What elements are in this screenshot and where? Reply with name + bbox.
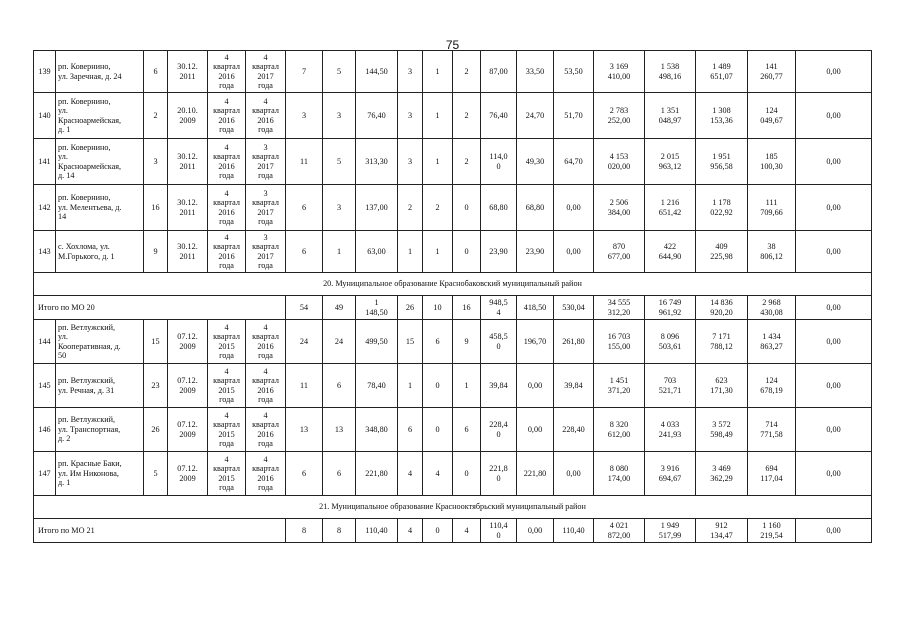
table-cell: 30.12. 2011 bbox=[168, 51, 208, 93]
total-cell: 948,5 4 bbox=[481, 296, 517, 320]
section-header-row bbox=[34, 273, 872, 296]
table-cell: 6 bbox=[286, 185, 323, 231]
table-cell: 703 521,71 bbox=[645, 364, 696, 408]
table-cell: 23,90 bbox=[517, 231, 554, 273]
total-cell: 530,04 bbox=[554, 296, 594, 320]
table-cell: 1 434 863,27 bbox=[748, 320, 796, 364]
table-cell: 4 033 241,93 bbox=[645, 408, 696, 452]
table-cell: 07.12. 2009 bbox=[168, 452, 208, 496]
table-cell: 49,30 bbox=[517, 139, 554, 185]
table-cell: 26 bbox=[144, 408, 168, 452]
table-cell: 0,00 bbox=[517, 408, 554, 452]
table-cell: 8 080 174,00 bbox=[594, 452, 645, 496]
table-cell: 221,80 bbox=[517, 452, 554, 496]
table-cell: 4 квартал 2016 года bbox=[208, 185, 246, 231]
address-cell: рп. Ковернино, ул. Красноармейская, д. 14 bbox=[56, 139, 144, 185]
address-cell: рп. Ветлужский, ул. Речная, д. 31 bbox=[56, 364, 144, 408]
table-cell: 16 703 155,00 bbox=[594, 320, 645, 364]
address-cell: рп. Ковернино, ул. Мелентьева, д. 14 bbox=[56, 185, 144, 231]
table-cell: 1 bbox=[398, 231, 423, 273]
table-cell: 3 bbox=[286, 93, 323, 139]
total-cell: 4 021 872,00 bbox=[594, 519, 645, 543]
table-cell: 1 216 651,42 bbox=[645, 185, 696, 231]
table-cell: 07.12. 2009 bbox=[168, 364, 208, 408]
table-cell: 1 bbox=[398, 364, 423, 408]
table-cell: 221,80 bbox=[356, 452, 398, 496]
table-cell: 1 951 956,58 bbox=[696, 139, 748, 185]
address-cell: рп. Ковернино, ул. Красноармейская, д. 1 bbox=[56, 93, 144, 139]
table-cell: 2 015 963,12 bbox=[645, 139, 696, 185]
table-cell: 8 320 612,00 bbox=[594, 408, 645, 452]
table-cell: 3 bbox=[398, 139, 423, 185]
table-cell: 4 квартал 2017 года bbox=[246, 51, 286, 93]
table-cell: 0 bbox=[453, 452, 481, 496]
table-cell: 0,00 bbox=[796, 93, 872, 139]
table-cell: 1 bbox=[423, 51, 453, 93]
table-cell: 30.12. 2011 bbox=[168, 231, 208, 273]
total-cell: 0 bbox=[423, 519, 453, 543]
table-cell: 0 bbox=[453, 185, 481, 231]
table-cell: 114,0 0 bbox=[481, 139, 517, 185]
table-cell: 11 bbox=[286, 139, 323, 185]
table-cell: 409 225,98 bbox=[696, 231, 748, 273]
table-cell: 24 bbox=[286, 320, 323, 364]
table-cell: 4 квартал 2015 года bbox=[208, 320, 246, 364]
table-cell: 6 bbox=[453, 408, 481, 452]
table-cell: 0,00 bbox=[796, 452, 872, 496]
table-row bbox=[34, 231, 872, 273]
table-cell: 870 677,00 bbox=[594, 231, 645, 273]
table-cell: 6 bbox=[286, 231, 323, 273]
table-cell: 68,80 bbox=[517, 185, 554, 231]
table-cell: 1 308 153,36 bbox=[696, 93, 748, 139]
housing-program-table bbox=[33, 50, 872, 543]
total-cell: 1 949 517,99 bbox=[645, 519, 696, 543]
table-cell: 1 bbox=[423, 231, 453, 273]
total-cell: 1 160 219,54 bbox=[748, 519, 796, 543]
table-cell: 0,00 bbox=[796, 231, 872, 273]
table-cell: 07.12. 2009 bbox=[168, 408, 208, 452]
table-cell: 124 049,67 bbox=[748, 93, 796, 139]
table-cell: 5 bbox=[323, 139, 356, 185]
table-cell: 30.12. 2011 bbox=[168, 139, 208, 185]
total-cell: 16 bbox=[453, 296, 481, 320]
table-cell: 4 квартал 2016 года bbox=[246, 452, 286, 496]
table-cell: 78,40 bbox=[356, 364, 398, 408]
table-cell: 0,00 bbox=[517, 364, 554, 408]
table-cell: 422 644,90 bbox=[645, 231, 696, 273]
section-title: 20. Муниципальное образование Краснобаковский муниципальный район bbox=[34, 273, 872, 296]
table-cell: 142 bbox=[34, 185, 56, 231]
table-cell: 4 квартал 2016 года bbox=[246, 408, 286, 452]
total-cell: 10 bbox=[423, 296, 453, 320]
table-cell: 15 bbox=[144, 320, 168, 364]
table-cell: 39,84 bbox=[554, 364, 594, 408]
table-row bbox=[34, 93, 872, 139]
table-cell: 137,00 bbox=[356, 185, 398, 231]
total-label: Итого по МО 20 bbox=[34, 296, 286, 320]
table-cell: 0,00 bbox=[796, 185, 872, 231]
table-cell: 4 квартал 2015 года bbox=[208, 452, 246, 496]
table-cell: 9 bbox=[453, 320, 481, 364]
table-cell: 4 квартал 2016 года bbox=[246, 93, 286, 139]
table-cell: 1 538 498,16 bbox=[645, 51, 696, 93]
table-cell: 228,40 bbox=[554, 408, 594, 452]
table-cell: 7 171 788,12 bbox=[696, 320, 748, 364]
table-cell: 3 bbox=[398, 93, 423, 139]
table-cell: 39,84 bbox=[481, 364, 517, 408]
table-cell: 23,90 bbox=[481, 231, 517, 273]
table-cell: 3 572 598,49 bbox=[696, 408, 748, 452]
table-cell: 53,50 bbox=[554, 51, 594, 93]
table-cell: 07.12. 2009 bbox=[168, 320, 208, 364]
table-cell: 1 351 048,97 bbox=[645, 93, 696, 139]
table-cell: 4 квартал 2015 года bbox=[208, 408, 246, 452]
total-row bbox=[34, 296, 872, 320]
table-cell: 68,80 bbox=[481, 185, 517, 231]
table-cell: 1 489 651,07 bbox=[696, 51, 748, 93]
table-cell: 0 bbox=[423, 364, 453, 408]
table-cell: 1 451 371,20 bbox=[594, 364, 645, 408]
total-cell: 110,40 bbox=[356, 519, 398, 543]
table-cell: 1 bbox=[423, 93, 453, 139]
table-cell: 4 квартал 2016 года bbox=[246, 364, 286, 408]
table-cell: 196,70 bbox=[517, 320, 554, 364]
table-cell: 2 783 252,00 bbox=[594, 93, 645, 139]
table-row bbox=[34, 408, 872, 452]
total-cell: 34 555 312,20 bbox=[594, 296, 645, 320]
table-cell: 6 bbox=[423, 320, 453, 364]
table-cell: 2 bbox=[453, 139, 481, 185]
table-cell: 221,8 0 bbox=[481, 452, 517, 496]
table-cell: 0 bbox=[453, 231, 481, 273]
total-cell: 418,50 bbox=[517, 296, 554, 320]
table-cell: 0,00 bbox=[796, 408, 872, 452]
table-cell: 9 bbox=[144, 231, 168, 273]
table-cell: 4 квартал 2016 года bbox=[208, 51, 246, 93]
table-cell: 185 100,30 bbox=[748, 139, 796, 185]
table-cell: 714 771,58 bbox=[748, 408, 796, 452]
total-cell: 49 bbox=[323, 296, 356, 320]
table-row bbox=[34, 364, 872, 408]
total-cell: 110,40 bbox=[554, 519, 594, 543]
table-cell: 23 bbox=[144, 364, 168, 408]
total-label: Итого по МО 21 bbox=[34, 519, 286, 543]
table-cell: 0 bbox=[423, 408, 453, 452]
table-cell: 140 bbox=[34, 93, 56, 139]
section-title: 21. Муниципальное образование Краснооктябрьский муниципальный район bbox=[34, 496, 872, 519]
table-cell: 3 bbox=[323, 185, 356, 231]
table-cell: 141 260,77 bbox=[748, 51, 796, 93]
table-cell: 1 bbox=[323, 231, 356, 273]
address-cell: рп. Красные Баки, ул. Им Никонова, д. 1 bbox=[56, 452, 144, 496]
table-row bbox=[34, 452, 872, 496]
table-cell: 76,40 bbox=[481, 93, 517, 139]
table-cell: 5 bbox=[144, 452, 168, 496]
table-cell: 4 квартал 2016 года bbox=[208, 93, 246, 139]
total-cell: 4 bbox=[398, 519, 423, 543]
total-cell: 912 134,47 bbox=[696, 519, 748, 543]
table-cell: 16 bbox=[144, 185, 168, 231]
table-cell: 694 117,04 bbox=[748, 452, 796, 496]
table-cell: 348,80 bbox=[356, 408, 398, 452]
table-cell: 87,00 bbox=[481, 51, 517, 93]
table-row bbox=[34, 185, 872, 231]
table-cell: 24 bbox=[323, 320, 356, 364]
table-row bbox=[34, 51, 872, 93]
table-cell: 76,40 bbox=[356, 93, 398, 139]
total-cell: 2 968 430,08 bbox=[748, 296, 796, 320]
total-cell: 110,4 0 bbox=[481, 519, 517, 543]
table-cell: 0,00 bbox=[554, 231, 594, 273]
table-cell: 4 bbox=[423, 452, 453, 496]
table-cell: 3 bbox=[144, 139, 168, 185]
table-cell: 3 169 410,00 bbox=[594, 51, 645, 93]
table-cell: 147 bbox=[34, 452, 56, 496]
table-cell: 2 bbox=[453, 51, 481, 93]
table-cell: 111 709,66 bbox=[748, 185, 796, 231]
table-cell: 146 bbox=[34, 408, 56, 452]
table-row bbox=[34, 139, 872, 185]
table-cell: 143 bbox=[34, 231, 56, 273]
table-cell: 3 916 694,67 bbox=[645, 452, 696, 496]
table-cell: 30.12. 2011 bbox=[168, 185, 208, 231]
table-cell: 5 bbox=[323, 51, 356, 93]
table-cell: 458,5 0 bbox=[481, 320, 517, 364]
table-cell: 0,00 bbox=[554, 452, 594, 496]
total-cell: 14 836 920,20 bbox=[696, 296, 748, 320]
total-cell: 54 bbox=[286, 296, 323, 320]
table-cell: 1 bbox=[453, 364, 481, 408]
total-cell: 4 bbox=[453, 519, 481, 543]
table-cell: 2 bbox=[398, 185, 423, 231]
address-cell: рп. Ковернино, ул. Заречная, д. 24 bbox=[56, 51, 144, 93]
table-cell: 4 153 020,00 bbox=[594, 139, 645, 185]
table-cell: 8 096 503,61 bbox=[645, 320, 696, 364]
table-cell: 4 квартал 2016 года bbox=[208, 231, 246, 273]
table-cell: 38 806,12 bbox=[748, 231, 796, 273]
table-cell: 11 bbox=[286, 364, 323, 408]
table-cell: 0,00 bbox=[796, 139, 872, 185]
table-cell: 0,00 bbox=[796, 364, 872, 408]
total-row bbox=[34, 519, 872, 543]
table-cell: 63,00 bbox=[356, 231, 398, 273]
table-cell: 51,70 bbox=[554, 93, 594, 139]
table-cell: 3 квартал 2017 года bbox=[246, 185, 286, 231]
table-cell: 1 178 022,92 bbox=[696, 185, 748, 231]
total-cell: 1 148,50 bbox=[356, 296, 398, 320]
table-cell: 3 квартал 2017 года bbox=[246, 139, 286, 185]
table-cell: 1 bbox=[423, 139, 453, 185]
total-cell: 8 bbox=[286, 519, 323, 543]
table-cell: 0,00 bbox=[796, 51, 872, 93]
table-cell: 144,50 bbox=[356, 51, 398, 93]
total-cell: 26 bbox=[398, 296, 423, 320]
page-number: 75 bbox=[445, 38, 460, 52]
table-cell: 3 469 362,29 bbox=[696, 452, 748, 496]
table-cell: 13 bbox=[286, 408, 323, 452]
table-cell: 7 bbox=[286, 51, 323, 93]
table-row bbox=[34, 320, 872, 364]
table-cell: 0,00 bbox=[796, 320, 872, 364]
table-cell: 6 bbox=[323, 452, 356, 496]
table-cell: 4 bbox=[398, 452, 423, 496]
table-cell: 3 bbox=[323, 93, 356, 139]
table-cell: 124 678,19 bbox=[748, 364, 796, 408]
total-cell: 8 bbox=[323, 519, 356, 543]
table-cell: 4 квартал 2016 года bbox=[246, 320, 286, 364]
table-cell: 20.10. 2009 bbox=[168, 93, 208, 139]
table-cell: 313,30 bbox=[356, 139, 398, 185]
table-cell: 139 bbox=[34, 51, 56, 93]
table-cell: 261,80 bbox=[554, 320, 594, 364]
total-cell: 16 749 961,92 bbox=[645, 296, 696, 320]
table-cell: 145 bbox=[34, 364, 56, 408]
table-cell: 6 bbox=[144, 51, 168, 93]
table-cell: 13 bbox=[323, 408, 356, 452]
table-cell: 33,50 bbox=[517, 51, 554, 93]
table-cell: 228,4 0 bbox=[481, 408, 517, 452]
table-cell: 64,70 bbox=[554, 139, 594, 185]
address-cell: с. Хохлома, ул. М.Горького, д. 1 bbox=[56, 231, 144, 273]
table-cell: 4 квартал 2016 года bbox=[208, 139, 246, 185]
section-header-row bbox=[34, 496, 872, 519]
table-cell: 499,50 bbox=[356, 320, 398, 364]
table-cell: 6 bbox=[286, 452, 323, 496]
table-cell: 2 506 384,00 bbox=[594, 185, 645, 231]
address-cell: рп. Ветлужский, ул. Транспортная, д. 2 bbox=[56, 408, 144, 452]
address-cell: рп. Ветлужский, ул. Кооперативная, д. 50 bbox=[56, 320, 144, 364]
table-cell: 2 bbox=[423, 185, 453, 231]
table-cell: 24,70 bbox=[517, 93, 554, 139]
table-cell: 623 171,30 bbox=[696, 364, 748, 408]
table-cell: 3 bbox=[398, 51, 423, 93]
table-cell: 6 bbox=[323, 364, 356, 408]
total-cell: 0,00 bbox=[796, 519, 872, 543]
table-cell: 15 bbox=[398, 320, 423, 364]
table-cell: 4 квартал 2015 года bbox=[208, 364, 246, 408]
table-cell: 2 bbox=[453, 93, 481, 139]
table-cell: 0,00 bbox=[554, 185, 594, 231]
table-cell: 6 bbox=[398, 408, 423, 452]
total-cell: 0,00 bbox=[796, 296, 872, 320]
table-cell: 3 квартал 2017 года bbox=[246, 231, 286, 273]
table-cell: 2 bbox=[144, 93, 168, 139]
total-cell: 0,00 bbox=[517, 519, 554, 543]
table-cell: 144 bbox=[34, 320, 56, 364]
table-cell: 141 bbox=[34, 139, 56, 185]
